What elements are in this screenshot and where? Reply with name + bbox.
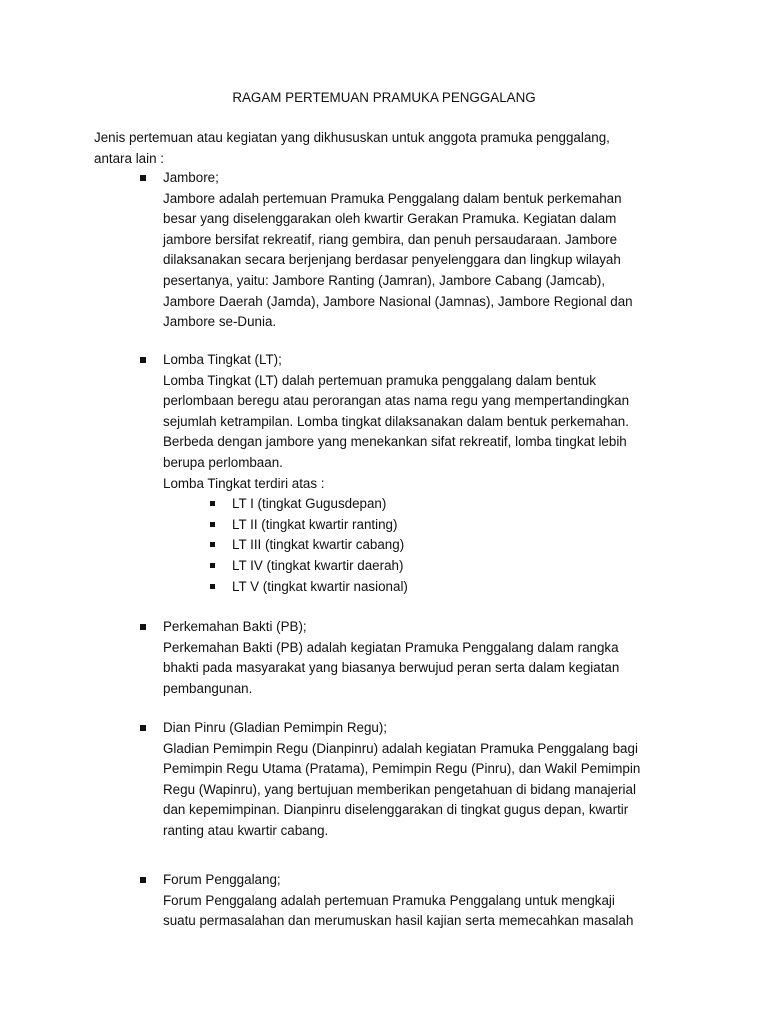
list-item [0, 556, 768, 577]
list-item [0, 494, 768, 515]
section-body [163, 371, 683, 495]
section-heading: Perkemahan Bakti (PB); [163, 619, 307, 634]
section-heading: Forum Penggalang; [163, 872, 281, 887]
bullet-icon [210, 563, 215, 568]
body-line: Lomba Tingkat (LT) dalah pertemuan pramuka penggalang dalam bentuk [163, 372, 596, 388]
list-item-label: LT I (tingkat Gugusdepan) [232, 496, 387, 512]
bullet-icon [140, 725, 146, 731]
body-line: Regu (Wapinru), yang bertujuan memberikan pengetahuan di bidang manajerial [163, 781, 636, 797]
body-line: pesertanya, yaitu: Jambore Ranting (Jamran), Jambore Cabang (Jamcab), [163, 272, 606, 288]
section-body [163, 891, 683, 932]
body-line: jambore bersifat rekreatif, riang gembira, dan penuh persaudaraan. Jambore [163, 231, 618, 247]
list-item [0, 515, 768, 536]
body-line: perlombaan beregu atau perorangan atas nama regu yang mempertandingkan [163, 393, 630, 409]
section-body [163, 638, 683, 700]
intro-paragraph [94, 128, 694, 169]
bullet-icon [210, 522, 215, 527]
body-line: Jambore adalah pertemuan Pramuka Penggalang dalam bentuk perkemahan [163, 190, 622, 206]
body-line: sejumlah ketrampilan. Lomba tingkat dilaksanakan dalam bentuk perkemahan. [163, 413, 629, 429]
bullet-icon [210, 584, 215, 589]
body-line: dilaksanakan secara berjenjang berdasar penyelenggara dan lingkup wilayah [163, 252, 621, 268]
section-body [163, 739, 683, 842]
body-line: pembangunan. [163, 680, 253, 696]
intro-line: Jenis pertemuan atau kegiatan yang dikhususkan untuk anggota pramuka penggalang, [94, 130, 610, 145]
section-heading: Lomba Tingkat (LT); [163, 352, 282, 367]
intro-line: antara lain : [94, 150, 164, 166]
body-line: Pemimpin Regu Utama (Pratama), Pemimpin Regu (Pinru), dan Wakil Pemimpin [163, 761, 641, 777]
bullet-icon [210, 542, 215, 547]
list-item [0, 577, 768, 598]
section-heading: Dian Pinru (Gladian Pemimpin Regu); [163, 720, 388, 735]
body-line: ranting atau kwartir cabang. [163, 822, 329, 838]
body-line: berupa perlombaan. [163, 454, 283, 470]
section-heading: Jambore; [163, 170, 219, 185]
body-line: Berbeda dengan jambore yang menekankan sifat rekreatif, lomba tingkat lebih [163, 434, 627, 450]
body-line: Forum Penggalang adalah pertemuan Pramuka Penggalang untuk mengkaji [163, 892, 615, 908]
section-body [163, 189, 683, 333]
body-line: besar yang diselenggarakan oleh kwartir Gerakan Pramuka. Kegiatan dalam [163, 211, 617, 227]
body-line: Lomba Tingkat terdiri atas : [163, 475, 325, 491]
bullet-icon [140, 624, 146, 630]
body-line: suatu permasalahan dan merumuskan hasil kajian serta memecahkan masalah [163, 913, 634, 929]
body-line: dan kepemimpinan. Dianpinru diselenggarakan di tingkat gugus depan, kwartir [163, 802, 629, 818]
list-item-label: LT II (tingkat kwartir ranting) [232, 516, 398, 532]
body-line: Jambore se-Dunia. [163, 314, 277, 330]
body-line: Gladian Pemimpin Regu (Dianpinru) adalah kegiatan Pramuka Penggalang bagi [163, 740, 638, 756]
bullet-icon [140, 877, 146, 883]
list-item-label: LT IV (tingkat kwartir daerah) [232, 557, 404, 573]
body-line: Perkemahan Bakti (PB) adalah kegiatan Pramuka Penggalang dalam rangka [163, 639, 619, 655]
bullet-icon [140, 357, 146, 363]
list-item-label: LT V (tingkat kwartir nasional) [232, 578, 408, 594]
list-item [0, 535, 768, 556]
body-line: bhakti pada masyarakat yang biasanya berwujud peran serta dalam kegiatan [163, 660, 620, 676]
bullet-icon [140, 175, 146, 181]
body-line: Jambore Daerah (Jamda), Jambore Nasional (Jamnas), Jambore Regional dan [163, 293, 633, 309]
bullet-icon [210, 501, 215, 506]
list-item-label: LT III (tingkat kwartir cabang) [232, 537, 405, 553]
page-title: RAGAM PERTEMUAN PRAMUKA PENGGALANG [232, 90, 536, 105]
